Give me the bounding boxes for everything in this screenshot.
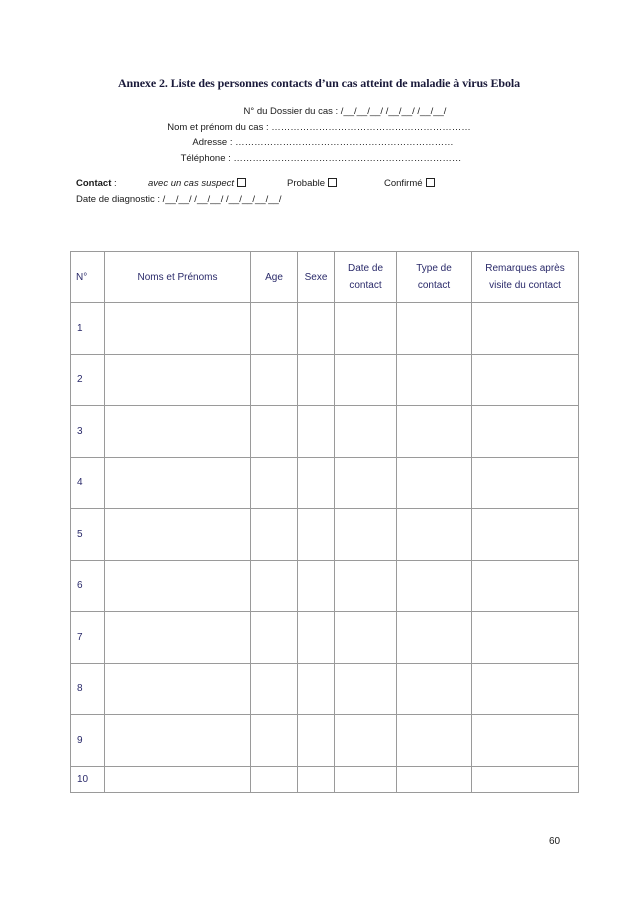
case-address: Adresse : ……………………………………………………………: [192, 137, 454, 149]
header-contact-type: [397, 252, 472, 303]
header-names: Noms et Prénoms: [105, 252, 251, 303]
cell-age[interactable]: [251, 560, 298, 612]
table-row: [71, 715, 579, 767]
header-contact-date-l2: contact: [349, 280, 382, 291]
cell-remarques[interactable]: [472, 303, 579, 355]
cell-age[interactable]: [251, 457, 298, 509]
cell-noms[interactable]: [105, 766, 251, 792]
probable-checkbox[interactable]: [328, 178, 337, 187]
header-remarks-l2: visite du contact: [489, 280, 561, 291]
page-number: 60: [549, 836, 561, 847]
cell-remarques[interactable]: [472, 406, 579, 458]
header-contact-type-l1: Type de: [416, 263, 452, 274]
cell-type[interactable]: [397, 560, 472, 612]
cell-remarques[interactable]: [472, 715, 579, 767]
cell-type[interactable]: [397, 303, 472, 355]
table-row: [71, 560, 579, 612]
row-number: 1: [71, 303, 105, 355]
table-row: [71, 509, 579, 561]
row-number: 3: [71, 406, 105, 458]
cell-noms[interactable]: [105, 303, 251, 355]
confirme-checkbox[interactable]: [426, 178, 435, 187]
contact-type-line: [76, 178, 423, 189]
cell-date[interactable]: [335, 663, 397, 715]
cell-age[interactable]: [251, 354, 298, 406]
header-contact-date: [335, 252, 397, 303]
contact-suspect-label: avec un cas suspect: [148, 178, 235, 189]
header-age: Age: [251, 252, 298, 303]
cell-date[interactable]: [335, 354, 397, 406]
cell-type[interactable]: [397, 612, 472, 664]
header-remarks: [472, 252, 579, 303]
cell-date[interactable]: [335, 457, 397, 509]
cell-remarques[interactable]: [472, 766, 579, 792]
cell-age[interactable]: [251, 303, 298, 355]
table-row: [71, 303, 579, 355]
contact-suspect-option: [148, 178, 246, 189]
diagnostic-date: Date de diagnostic : /__/__/ /__/__/ /__/__/__/__/: [76, 194, 282, 205]
table-row: [71, 354, 579, 406]
case-info-block: [0, 104, 638, 166]
contact-probable-label: Probable: [287, 178, 326, 189]
cell-sexe[interactable]: [298, 354, 335, 406]
cell-sexe[interactable]: [298, 766, 335, 792]
header-contact-type-l2: contact: [417, 280, 451, 291]
table-row: [71, 612, 579, 664]
cell-date[interactable]: [335, 560, 397, 612]
contact-confirme-option: [384, 178, 435, 189]
cell-noms[interactable]: [105, 560, 251, 612]
cell-noms[interactable]: [105, 457, 251, 509]
case-phone: Téléphone : ………………………………………………………………: [180, 152, 462, 164]
cell-noms[interactable]: [105, 354, 251, 406]
cell-age[interactable]: [251, 766, 298, 792]
cell-type[interactable]: [397, 766, 472, 792]
case-file-number: N° du Dossier du cas : /__/__/__/ /__/__/ /__/__/: [243, 106, 447, 117]
cell-age[interactable]: [251, 663, 298, 715]
cell-sexe[interactable]: [298, 560, 335, 612]
suspect-checkbox[interactable]: [237, 178, 246, 187]
header-remarks-l1: Remarques après: [485, 263, 565, 274]
cell-date[interactable]: [335, 612, 397, 664]
contacts-table: [70, 251, 579, 793]
document-title: Annexe 2. Liste des personnes contacts d’un cas atteint de maladie à virus Ebola: [117, 76, 520, 90]
row-number: 10: [71, 766, 105, 792]
cell-type[interactable]: [397, 715, 472, 767]
table-row: [71, 457, 579, 509]
cell-age[interactable]: [251, 509, 298, 561]
cell-age[interactable]: [251, 715, 298, 767]
cell-sexe[interactable]: [298, 457, 335, 509]
row-number: 2: [71, 354, 105, 406]
cell-remarques[interactable]: [472, 457, 579, 509]
cell-date[interactable]: [335, 509, 397, 561]
cell-type[interactable]: [397, 354, 472, 406]
contacts-table-body: [71, 303, 579, 793]
cell-sexe[interactable]: [298, 509, 335, 561]
cell-noms[interactable]: [105, 509, 251, 561]
cell-type[interactable]: [397, 406, 472, 458]
cell-noms[interactable]: [105, 715, 251, 767]
row-number: 9: [71, 715, 105, 767]
header-sex: Sexe: [298, 252, 335, 303]
cell-sexe[interactable]: [298, 303, 335, 355]
cell-date[interactable]: [335, 303, 397, 355]
cell-remarques[interactable]: [472, 354, 579, 406]
cell-remarques[interactable]: [472, 612, 579, 664]
cell-type[interactable]: [397, 663, 472, 715]
row-number: 7: [71, 612, 105, 664]
contact-label: Contact: [76, 178, 112, 189]
cell-date[interactable]: [335, 715, 397, 767]
cell-remarques[interactable]: [472, 509, 579, 561]
row-number: 4: [71, 457, 105, 509]
cell-age[interactable]: [251, 612, 298, 664]
table-row: [71, 766, 579, 792]
cell-sexe[interactable]: [298, 406, 335, 458]
cell-noms[interactable]: [105, 406, 251, 458]
cell-noms[interactable]: [105, 612, 251, 664]
table-header-row: [71, 252, 579, 303]
table-row: [71, 663, 579, 715]
case-name: Nom et prénom du cas : ………………………………………………………: [167, 121, 471, 133]
cell-sexe[interactable]: [298, 663, 335, 715]
row-number: 5: [71, 509, 105, 561]
contact-confirme-label: Confirmé: [384, 178, 423, 189]
contact-probable-option: [287, 178, 337, 189]
cell-age[interactable]: [251, 406, 298, 458]
cell-remarques[interactable]: [472, 560, 579, 612]
header-number: N°: [71, 252, 105, 303]
cell-sexe[interactable]: [298, 612, 335, 664]
cell-type[interactable]: [397, 509, 472, 561]
row-number: 8: [71, 663, 105, 715]
contact-separator: :: [111, 178, 117, 189]
row-number: 6: [71, 560, 105, 612]
header-contact-date-l1: Date de: [347, 263, 384, 274]
cell-date[interactable]: [335, 406, 397, 458]
cell-remarques[interactable]: [472, 663, 579, 715]
table-row: [71, 406, 579, 458]
cell-noms[interactable]: [105, 663, 251, 715]
cell-date[interactable]: [335, 766, 397, 792]
cell-sexe[interactable]: [298, 715, 335, 767]
cell-type[interactable]: [397, 457, 472, 509]
